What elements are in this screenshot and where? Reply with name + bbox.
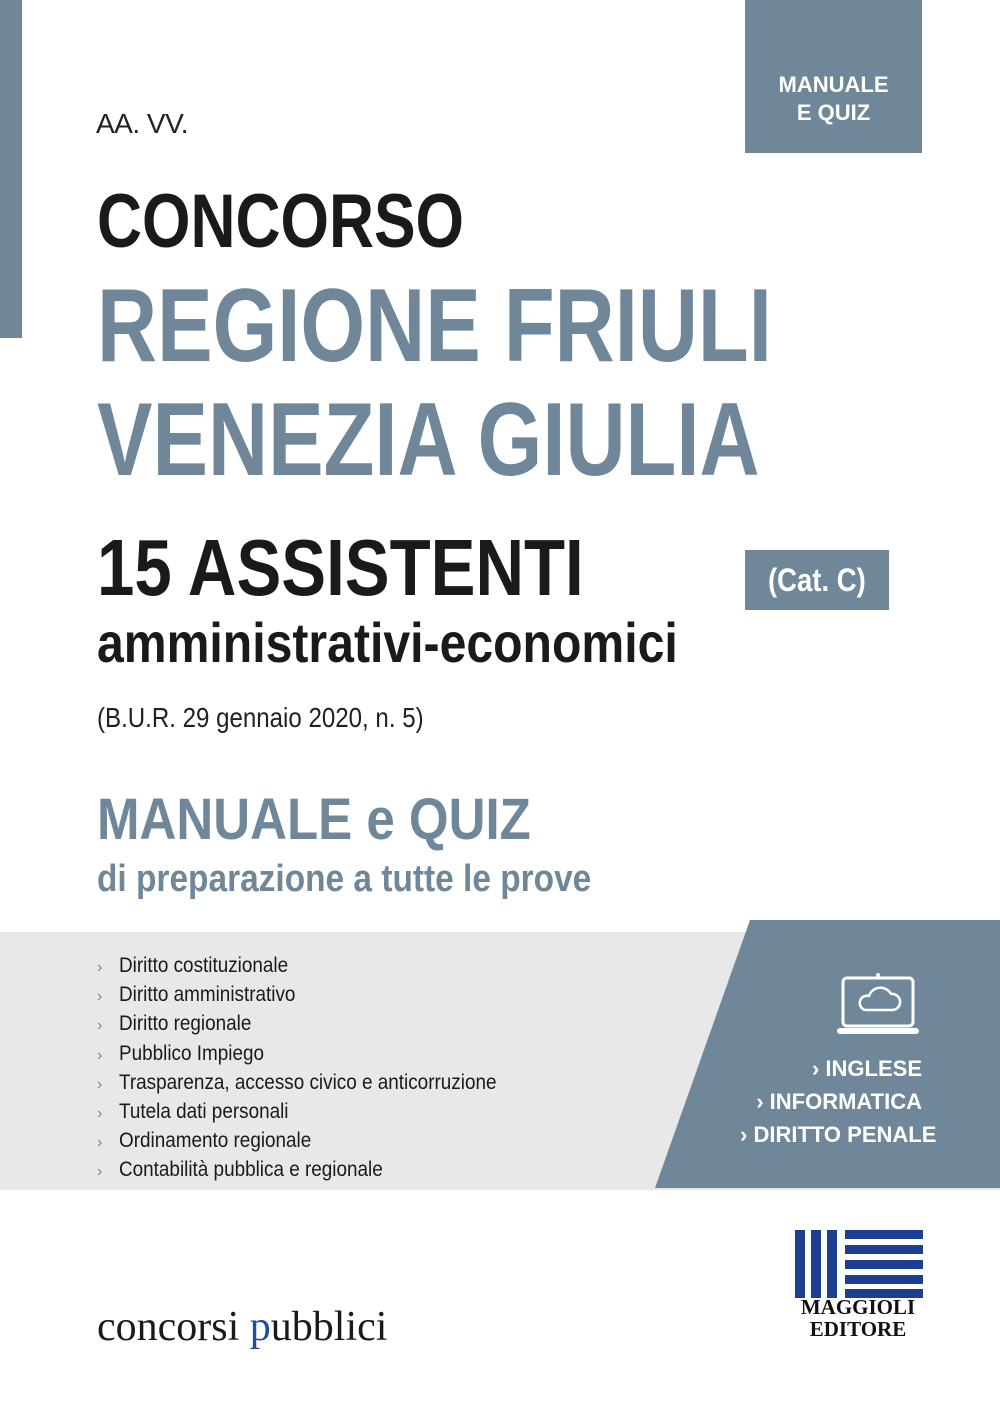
publisher-name bbox=[790, 1296, 926, 1340]
title-position-text: 15 ASSISTENTI bbox=[97, 523, 584, 612]
list-item bbox=[97, 1156, 538, 1185]
bullet-icon: › bbox=[97, 1163, 103, 1181]
topic-label: Tutela dati personali bbox=[119, 1100, 289, 1124]
title-reference-text: (B.U.R. 29 gennaio 2020, n. 5) bbox=[97, 702, 424, 733]
list-item bbox=[97, 1010, 538, 1039]
bullet-icon: › bbox=[97, 1017, 103, 1035]
title-reference bbox=[97, 702, 477, 734]
list-item: › INGLESE bbox=[811, 1056, 922, 1081]
list-item bbox=[97, 1127, 538, 1156]
title-position bbox=[97, 523, 676, 612]
subtitle-sub bbox=[97, 858, 659, 901]
list-item: › INFORMATICA bbox=[756, 1089, 922, 1114]
title-role-text: amministrativi-economici bbox=[97, 611, 678, 674]
topic-label: Contabilità pubblica e regionale bbox=[119, 1158, 383, 1182]
bullet-icon: › bbox=[97, 1134, 103, 1152]
subtitle-main-text: MANUALE e QUIZ bbox=[97, 787, 531, 852]
publisher-line-2: EDITORE bbox=[809, 1317, 907, 1341]
subtitle-sub-text: di preparazione a tutte le prove bbox=[97, 858, 592, 900]
topic-label: Trasparenza, accesso civico e anticorruzione bbox=[119, 1070, 497, 1094]
publisher-line-1: MAGGIOLI bbox=[800, 1295, 916, 1319]
topic-label: Diritto regionale bbox=[119, 1012, 252, 1036]
topic-label: Diritto amministrativo bbox=[119, 983, 296, 1007]
series-logo-part-3: ubblici bbox=[270, 1304, 388, 1350]
topic-label: Pubblico Impiego bbox=[119, 1041, 264, 1065]
list-item: › DIRITTO PENALE bbox=[740, 1122, 937, 1147]
decorative-side-bar bbox=[0, 0, 22, 338]
maggioli-logo-icon bbox=[795, 1230, 923, 1298]
series-logo bbox=[97, 1303, 387, 1351]
laptop-cloud-icon bbox=[833, 972, 923, 1038]
bullet-icon: › bbox=[97, 1105, 103, 1123]
category-text: (Cat. C) bbox=[768, 561, 866, 598]
series-logo-accent-letter: p bbox=[249, 1304, 271, 1350]
topic-label: Ordinamento regionale bbox=[119, 1129, 312, 1153]
title-region-line-2-text: VENEZIA GIULIA bbox=[97, 382, 760, 498]
list-item bbox=[97, 1069, 538, 1098]
manuale-quiz-badge bbox=[745, 0, 922, 153]
bullet-icon: › bbox=[97, 1046, 103, 1064]
bullet-icon: › bbox=[97, 1075, 103, 1093]
title-region-line-1-text: REGIONE FRIULI bbox=[97, 268, 772, 384]
title-prefix-text: CONCORSO bbox=[97, 179, 465, 264]
author: AA. VV. bbox=[96, 108, 188, 139]
topic-label: Diritto costituzionale bbox=[119, 954, 289, 977]
title-role bbox=[97, 612, 772, 674]
badge-line-2: E QUIZ bbox=[796, 100, 871, 125]
list-item bbox=[97, 981, 538, 1010]
series-logo-part-1: concorsi bbox=[97, 1304, 250, 1350]
bullet-icon: › bbox=[97, 988, 103, 1006]
list-item bbox=[97, 1040, 538, 1069]
badge-line-1: MANUALE bbox=[778, 72, 889, 97]
title-prefix bbox=[97, 178, 545, 265]
category-badge bbox=[745, 550, 889, 610]
list-item bbox=[97, 1098, 538, 1127]
title-region-line-1 bbox=[97, 268, 941, 384]
title-region-line-2 bbox=[97, 382, 925, 498]
list-item bbox=[97, 952, 538, 981]
subtitle-main bbox=[97, 788, 590, 852]
bullet-icon: › bbox=[97, 959, 103, 976]
topics-list bbox=[97, 952, 538, 1186]
online-extras-list bbox=[740, 1052, 937, 1151]
